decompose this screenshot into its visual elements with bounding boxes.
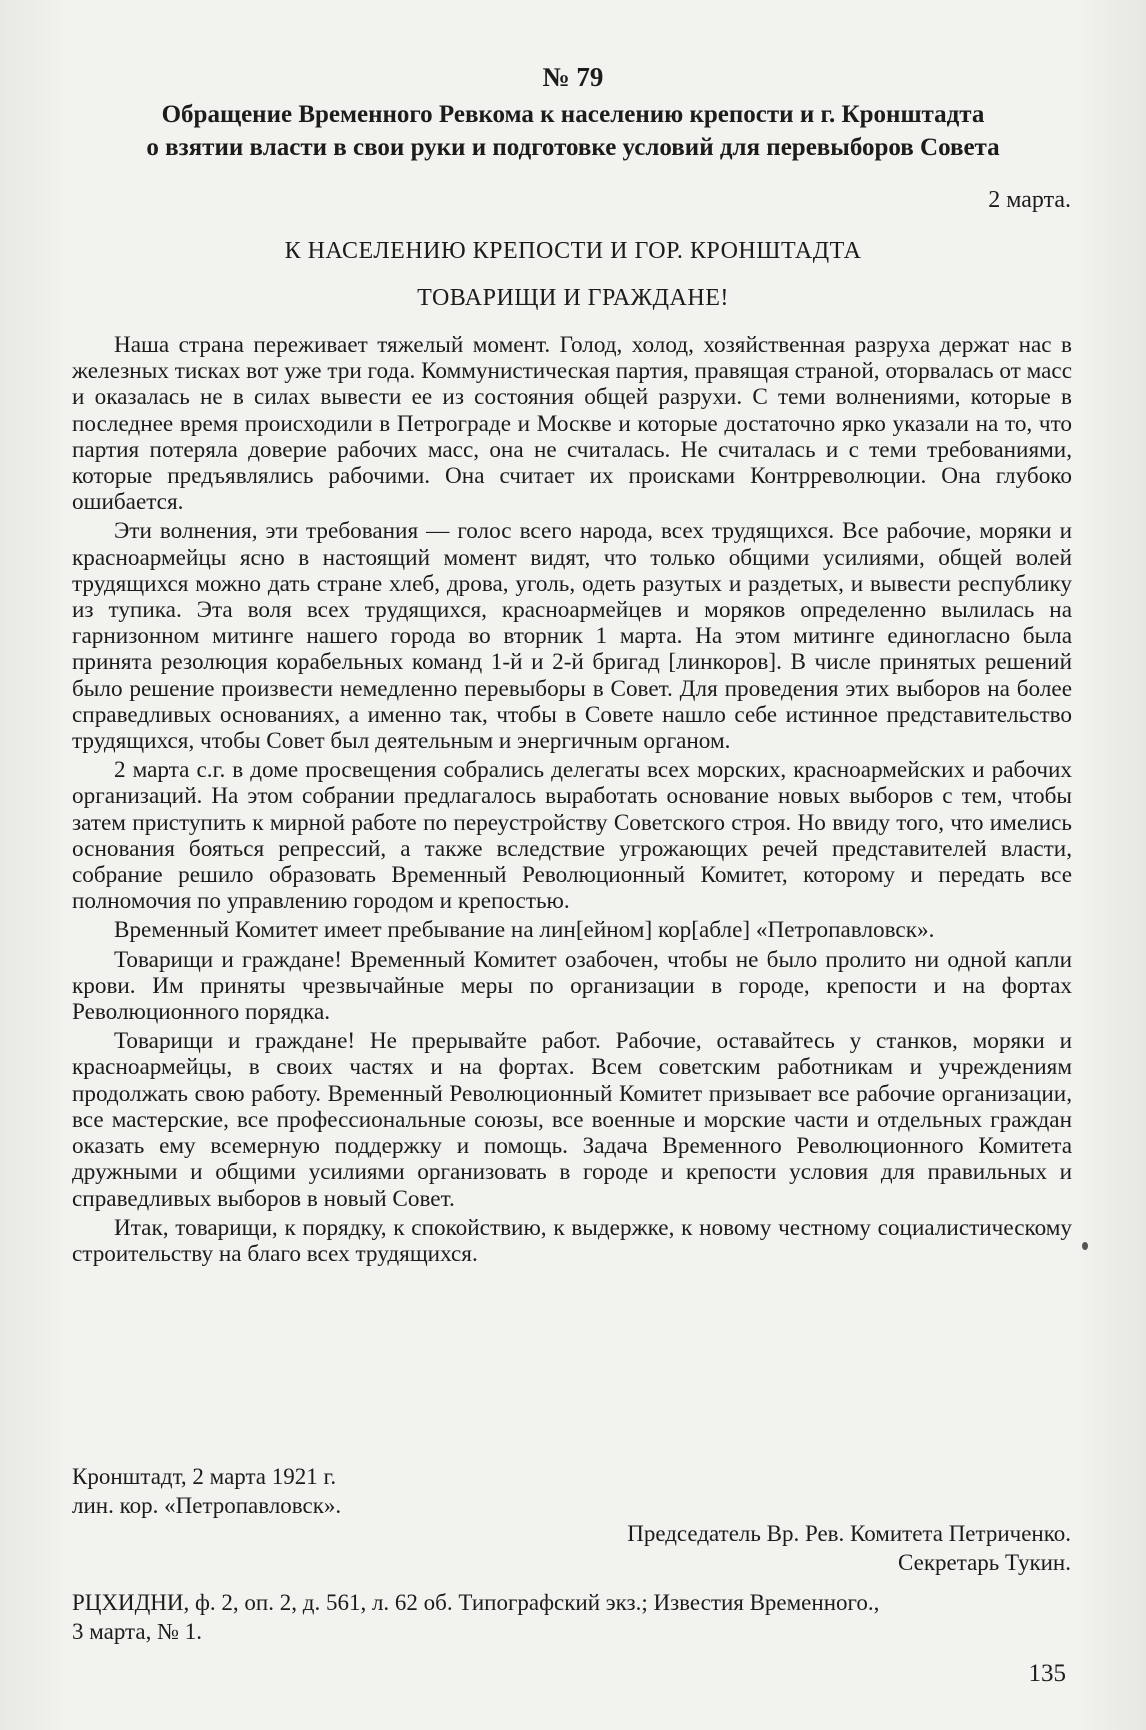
title-line-1: Обращение Временного Ревкома к населению крепости и г. Кронштадта: [161, 101, 985, 128]
page-number: 135: [1028, 1660, 1066, 1687]
place-date-block: [72, 1462, 341, 1520]
source-line-2: 3 марта, № 1.: [72, 1619, 203, 1644]
ship-name: лин. кор. «Петропавловск».: [72, 1493, 342, 1518]
heading-population: К НАСЕЛЕНИЮ КРЕПОСТИ И ГОР. КРОНШТАДТА: [284, 238, 862, 264]
document-title: [80, 98, 1066, 164]
chairman-signature: Председатель Вр. Рев. Комитета Петриченко.: [627, 1521, 1071, 1546]
source-reference: [72, 1588, 1072, 1646]
paragraph: 2 марта с.г. в доме просвещения собрались делегаты всех морских, красноармейских и рабочих организаций. На этом собрании предлагалось выработать основание новых выборов с тем, чтобы затем приступить к мирной работе по переустройству Советского строя. Но ввиду того, что имелись основания бояться репрессий, а также вследствие угрожающих речей представителей власти, собрание решило образовать Временный Революционный Комитет, которому и передать все полномочия по управлению городом и крепостью.: [72, 757, 1072, 915]
secretary-signature: Секретарь Тукин.: [898, 1550, 1071, 1575]
place-date: Кронштадт, 2 марта 1921 г.: [72, 1464, 337, 1489]
title-line-2: о взятии власти в свои руки и подготовке условий для перевыборов Совета: [146, 134, 1000, 161]
paragraph: Эти волнения, эти требования — голос всего народа, всех трудящихся. Все рабочие, моряки и красноармейцы ясно в настоящий момент видят, что только общими усилиями, общей волей трудящихся можно дать стране хлеб, дрова, уголь, одеть разутых и раздетых, и вывести республику из тупика. Эта воля всех трудящихся, красноармейцев и моряков определенно вылилась на гарнизонном митинге нашего города во вторник 1 марта. На этом митинге единогласно была принята резолюция корабельных команд 1-й и 2-й бригад [линкоров]. В числе принятых решений было решение произвести немедленно перевыборы в Совет. Для проведения этих выборов на более справедливых основаниях, а именно так, чтобы в Совете нашло себе истинное представительство трудящихся, чтобы Совет был деятельным и энергичным органом.: [72, 518, 1072, 755]
source-line-1: РЦХИДНИ, ф. 2, оп. 2, д. 561, л. 62 об. Типографский экз.; Известия Временного.,: [72, 1590, 880, 1615]
paragraph: Итак, товарищи, к порядку, к спокойствию, к выдержке, к новому честному социалистическому строительству на благо всех трудящихся.: [72, 1214, 1072, 1267]
ink-dot: [1082, 1242, 1088, 1250]
paragraph: Товарищи и граждане! Не прерывайте работ. Рабочие, оставайтесь у станков, моряки и красноармейцы, в своих частях и на фортах. Всем советским работникам и учреждениям продолжать свою работу. Временный Революционный Комитет призывает все рабочие организации, все мастерские, все профессиональные союзы, все военные и морские части и отдельных граждан оказать ему всемерную поддержку и помощь. Задача Временного Революционного Комитета дружными и общими усилиями организовать в городе и крепости условия для правильных и справедливых выборов в новый Совет.: [72, 1028, 1072, 1212]
document-date: 2 марта.: [988, 187, 1071, 213]
body-text: [72, 332, 1072, 1270]
paragraph: Товарищи и граждане! Временный Комитет озабочен, чтобы не было пролито ни одной капли крови. Им приняты чрезвычайные меры по организации в городе, крепости и на фортах Революционного порядка.: [72, 946, 1072, 1026]
paragraph: Временный Комитет имеет пребывание на лин[ейном] кор[абле] «Петропавловск».: [114, 917, 935, 944]
paragraph: Наша страна переживает тяжелый момент. Голод, холод, хозяйственная разруха держат нас в железных тисках вот уже три года. Коммунистическая партия, правящая страной, оторвалась от масс и оказалась не в силах вывести ее из состояния общей разрухи. С теми волнениями, которые в последнее время происходили в Петрограде и Москве и которые достаточно ярко указали на то, что партия потеряла доверие рабочих масс, она не считалась. Не считалась и с теми требованиями, которые предъявлялись рабочими. Она считает их происками Контрреволюции. Она глубоко ошибается.: [72, 332, 1072, 516]
heading-comrades: ТОВАРИЩИ И ГРАЖДАНЕ!: [417, 285, 729, 311]
signature-block: [627, 1519, 1071, 1577]
document-number: № 79: [542, 62, 604, 92]
